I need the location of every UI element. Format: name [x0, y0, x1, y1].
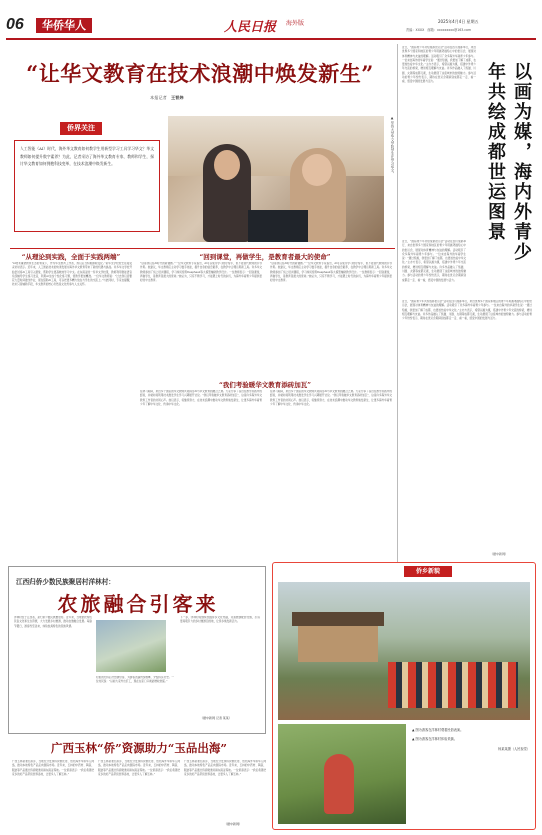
guangxi-credit: （据中新网） [224, 822, 243, 826]
guangxi-headline: 广西玉林“侨”资源助力“玉品出海” [51, 741, 227, 755]
photo-credit: 杨某某摄（人民视觉） [498, 747, 530, 751]
jiangxi-body-col1: 洋林村位于江西省，是归侨少数民族聚居村。近年来，当地依托特色民俗文化和生态资源，大力发展乡村旅游，推动农旅融合发展。每逢节假日，游客纷至沓来，体验独具特色的民族风情。 [14, 616, 92, 628]
hometown-tag: 侨乡新貌 [404, 566, 452, 577]
subhead-3: “我们考验暖华文教育添砖加瓦” [219, 381, 311, 389]
reporter-name: 王晋炜 [170, 95, 184, 100]
village-photo-large [278, 582, 530, 720]
feature-intro [14, 140, 160, 232]
sidebar-vertical-title: 以画为媒，海内外青少年共绘成都世运图景 [485, 62, 532, 262]
feature-photo [168, 116, 384, 242]
newspaper-logo: 人民日报 [224, 20, 277, 35]
photo-face-right [302, 154, 332, 186]
guangxi-body-col2: 广西玉林是著名侨乡，当地充分发挥侨资源优势，依托海外华侨华人网络，推动本地特色产品走向国际市场。近年来，玉林的中药材、陶瓷、服装等产品通过侨商渠道远销东南亚等地。一位侨商表示：“我们希望把家乡的好产品带到世界各地，让更多人了解玉林。” [98, 760, 180, 776]
editor-email: 邮箱：xxxxxxxxx@163.com [427, 28, 472, 32]
edition-label: 海外版 [286, 20, 305, 27]
guangxi-body-col3: 广西玉林是著名侨乡，当地充分发挥侨资源优势，依托海外华侨华人网络，推动本地特色产品走向国际市场。近年来，玉林的中药材、陶瓷、服装等产品通过侨商渠道远销东南亚等地。一位侨商表示：“我们希望把家乡的好产品带到世界各地，让更多人了解玉林。” [184, 760, 266, 776]
masthead [6, 16, 536, 36]
section-tag: 侨界关注 [60, 122, 102, 135]
subhead-1: “从理论到实践，全面于实践两端” [21, 253, 121, 261]
photo-person-picking [324, 754, 354, 814]
feature-body-right2: 在研习期间，来自多个国家的华文教师共同探讨AI与华文教育的融合之道。大家分享了各自在教学实践中的经验，并就如何利用技术激发学生学习兴趣展开讨论。“我们考验暖华文教育添砖加瓦”，这是许多海外华文教育工作者的共同心声。他们表示，将继续努力，在技术浪潮中推动华文教育焕发新生，让更多海外华裔青少年了解中华文化、传承中华文化。 [270, 390, 392, 406]
sidebar-body-col3: 近日，“国际青少年共绘成都世运会”活动在四川成都举行，来自世界多个国家和地区的青少年用画笔描绘心中的世运会，展现对体育精神与友谊的理解。活动吸引了众多海外华裔青少年参与。一位来自海外的华裔学生说：“通过绘画，我更加了解了成都，也更加热爱中华文化。”主办方表示，希望以画为媒，搭建中外青少年交流的桥梁，增进相互理解与友谊。许多作品融入了熊猫、川剧、火锅等成都元素，生动展现了这座城市的独特魅力。参与活动的青少年纷纷表示，期待在世运会期间到成都走一走、看一看，感受中国的发展与活力。 [402, 300, 532, 321]
subhead-2: “回到课堂，再做学生，是教育者最大的使命” [199, 253, 331, 261]
feature-body-left: “AI技术重塑教育生态的背景下，作为华文教育工作者，我们应当积极拥抱变化。”某华文学校校长在接受采访时表示。近年来，人工智能技术的快速发展为海外华文教育带来了新的机遇与挑战。许多华文学校开始尝试将AI工具引入课堂，帮助学生更高效地学习中文。在东南亚的一所华文学校里，教师利用智能语音系统辅导学生练习发音，利用AI生成个性化练习题，使教学更加精准。一位华文教师说：“过去我们需要花大量时间批改作业，现在借助AI工具，可以把更多精力放在与学生的交流上。”与此同时，专家也提醒，技术只是辅助手段，华文教育的核心仍然是文化传承与人文关怀。 [12, 262, 132, 287]
issue-date: 2025年4月4日 星期五 [438, 19, 479, 24]
photo-crowd [388, 662, 518, 708]
byline-label: 本报记者 [150, 95, 167, 100]
photo-face-left [214, 150, 240, 180]
photo-caption: ▲ 华侨大学华文学院学生在学习华文。 [390, 116, 394, 176]
sidebar-body-col1: 近日，“国际青少年共绘成都世运会”活动在四川成都举行，来自世界多个国家和地区的青少年用画笔描绘心中的世运会，展现对体育精神与友谊的理解。活动吸引了众多海外华裔青少年参与。一位来自海外的华裔学生说：“通过绘画，我更加了解了成都，也更加热爱中华文化。”主办方表示，希望以画为媒，搭建中外青少年交流的桥梁，增进相互理解与友谊。许多作品融入了熊猫、川剧、火锅等成都元素，生动展现了这座城市的独特魅力。参与活动的青少年纷纷表示，期待在世运会期间到成都走一走、看一看，感受中国的发展与活力。 [402, 46, 476, 84]
guangxi-body-col1: 广西玉林是著名侨乡，当地充分发挥侨资源优势，依托海外华侨华人网络，推动本地特色产品走向国际市场。近年来，玉林的中药材、陶瓷、服装等产品通过侨商渠道远销东南亚等地。一位侨商表示：“我们希望把家乡的好产品带到世界各地，让更多人了解玉林。” [12, 760, 94, 776]
jiangxi-subhead: 江西归侨少数民族聚居村洋林村： [16, 578, 115, 586]
jiangxi-photo-1 [96, 620, 166, 672]
editor-line [406, 27, 471, 32]
caption-two: ▲ 图为游客在洋林村体验采摘。 [412, 737, 457, 741]
feature-body-right: 在研习期间，来自多个国家的华文教师共同探讨AI与华文教育的融合之道。大家分享了各自在教学实践中的经验，并就如何利用技术激发学生学习兴趣展开讨论。“我们考验暖华文教育添砖加瓦”，这是许多海外华文教育工作者的共同心声。他们表示，将继续努力，在技术浪潮中推动华文教育焕发新生，让更多海外华裔青少年了解中华文化、传承中华文化。 [140, 390, 262, 406]
jiangxi-headline: 农旅融合引客来 [57, 592, 219, 616]
sidebar-body-col2: 近日，“国际青少年共绘成都世运会”活动在四川成都举行，来自世界多个国家和地区的青少年用画笔描绘心中的世运会，展现对体育精神与友谊的理解。活动吸引了众多海外华裔青少年参与。一位来自海外的华裔学生说：“通过绘画，我更加了解了成都，也更加热爱中华文化。”主办方表示，希望以画为媒，搭建中外青少年交流的桥梁，增进相互理解与友谊。许多作品融入了熊猫、川剧、火锅等成都元素，生动展现了这座城市的独特魅力。参与活动的青少年纷纷表示，期待在世运会期间到成都走一走、看一看，感受中国的发展与活力。 [402, 240, 466, 282]
photo-roof [292, 612, 384, 626]
intro-text: 人工智能（AI）时代，海外华文教育如何教学生用新型学习工具学习华文？华文教师如何提升数字素养？为此，记者采访了海外华文教育专家、教师和学生，探讨华文教育如何拥抱科技变革，在技术浪潮中焕发新生。 [20, 146, 154, 167]
right-photo-captions [410, 726, 532, 822]
jiangxi-body-col2: 村里的归侨后代热情好客，为游客表演传统歌舞，介绍侨乡历史。一位村民说：“以前大家外出打工，现在在家门口就能增收致富。” [96, 676, 174, 684]
feature-rule [10, 248, 395, 249]
editor-name: 责编：XXXX [406, 28, 425, 32]
photo-laptop [248, 210, 308, 242]
feature-byline [150, 95, 184, 101]
photo-building [298, 622, 378, 662]
feature-body-midright: “这是我们在AI时代的新课题。”一位华文教育专家指出，AI可以成为学习的好帮手，但不能替代教师的引导作用。他建议，华文教师应主动学习数字技能，提升自身的信息素养，在教学中合理运用新工具。许多华文教师参加了线上培训课程，学习如何使用DeepSeek等大模型辅助教学设计。一位教师表示：“回到课堂，再做学生，是教育者最大的使命。”她认为，只有不断学习，才能跟上时代的步伐，为海外华裔青少年提供更好的中文教育。 [270, 262, 392, 283]
section-name: 华侨华人 [36, 18, 92, 33]
feature-headline: “让华文教育在技术浪潮中焕发新生” [26, 61, 374, 86]
sidebar-divider [397, 44, 398, 562]
header-rule [6, 38, 536, 40]
village-photo-small [278, 724, 406, 824]
jiangxi-credit: （据中新网 记者 某某） [200, 716, 232, 720]
sidebar-credit: （据中新网） [490, 552, 509, 556]
page-number: 06 [6, 16, 24, 33]
jiangxi-body-col3: 下一步，洋林村将继续挖掘侨乡文化内涵，完善旅游配套设施，打造更具吸引力的乡村旅游目的地，让侨乡焕发新活力。 [180, 616, 260, 624]
photo-bg-window [168, 116, 384, 176]
caption-one: ▲ 图为游客在洋林村观看民俗表演。 [412, 728, 464, 732]
feature-body-mid: “这是我们在AI时代的新课题。”一位华文教育专家指出，AI可以成为学习的好帮手，但不能替代教师的引导作用。他建议，华文教师应主动学习数字技能，提升自身的信息素养，在教学中合理运用新工具。许多华文教师参加了线上培训课程，学习如何使用DeepSeek等大模型辅助教学设计。一位教师表示：“回到课堂，再做学生，是教育者最大的使命。”她认为，只有不断学习，才能跟上时代的步伐，为海外华裔青少年提供更好的中文教育。 [140, 262, 262, 283]
